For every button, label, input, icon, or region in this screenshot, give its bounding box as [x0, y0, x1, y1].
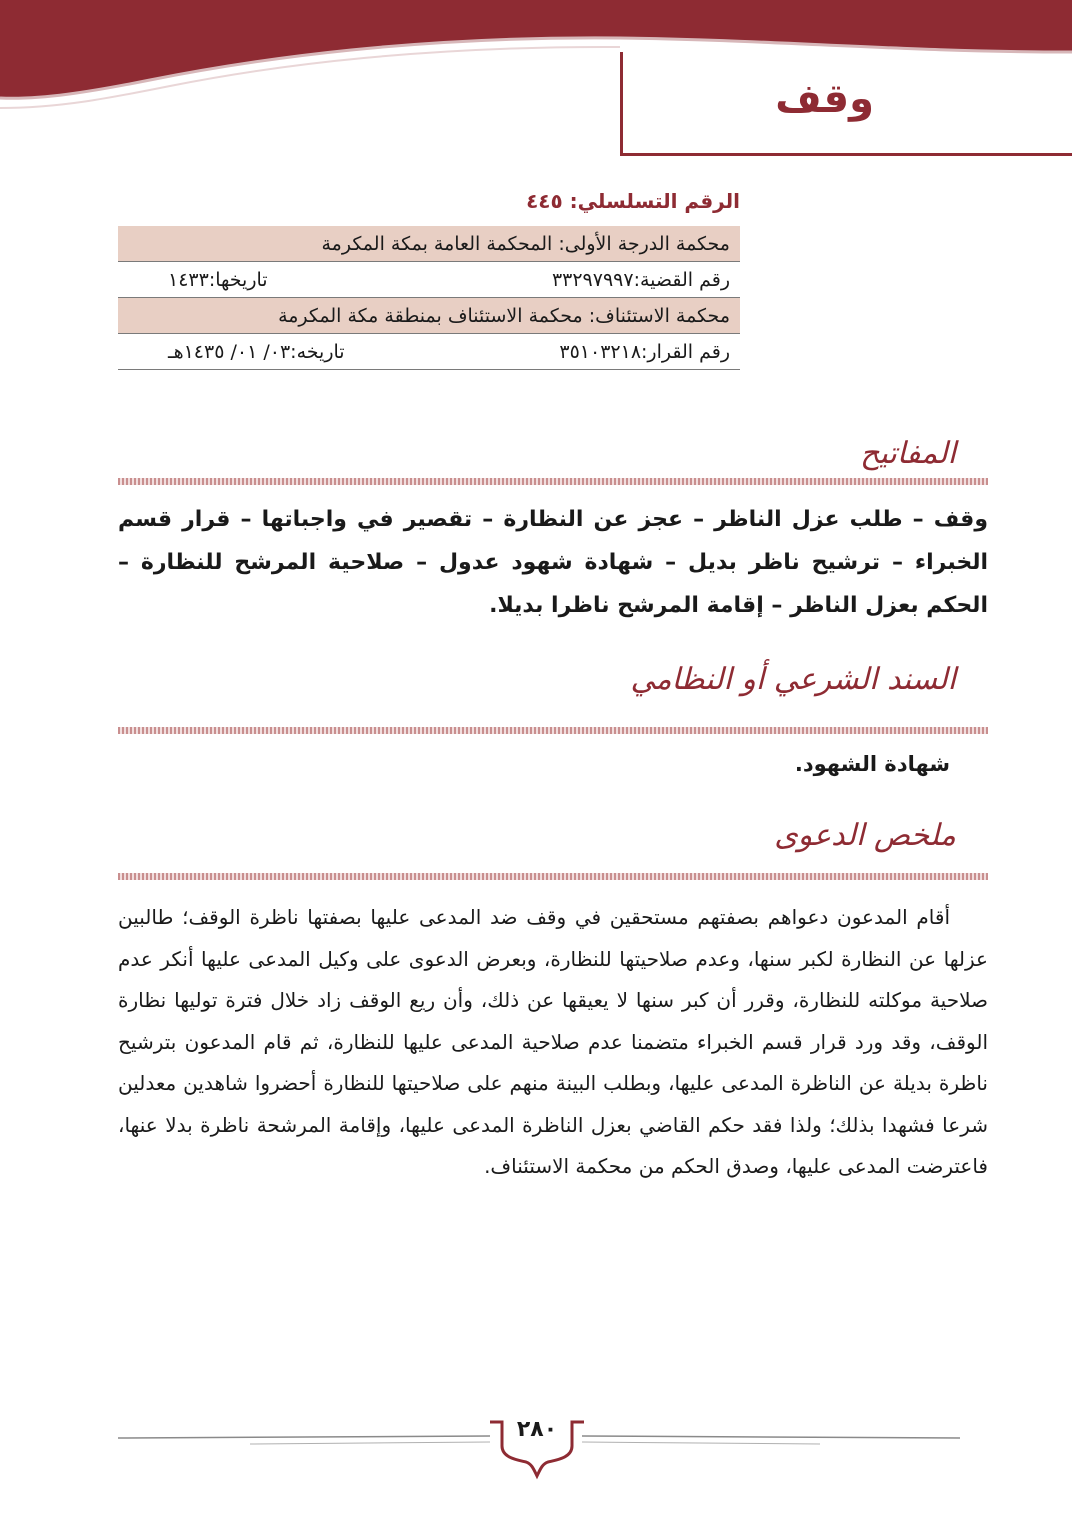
keywords-text: وقف – طلب عزل الناظر – عجز عن النظارة – تقصير في واجباتها – قرار قسم الخبراء – ترشيح ناظر بديل – شهادة شهود عدول – صلاحية المرشح للنظارة – الحكم بعزل الناظر – إقامة المرشح ناظرا بديلا. — [118, 507, 988, 618]
section-divider — [118, 727, 988, 734]
case-number: رقم القضية:٣٣٢٩٧٩٩٧ — [551, 268, 730, 291]
case-date: تاريخها:١٤٣٣ — [168, 268, 268, 291]
page-number: ٢٨٠ — [516, 1417, 558, 1442]
appeal-court-row — [118, 298, 740, 334]
decision-number-row — [118, 334, 740, 370]
case-info-table — [118, 226, 740, 370]
serial-number: الرقم التسلسلي: ٤٤٥ — [526, 189, 740, 213]
summary-text: أقام المدعون دعواهم بصفتهم مستحقين في وقف ضد المدعى عليها بصفتها ناظرة الوقف؛ طالبين عزلها عن النظارة لكبر سنها، وعدم صلاحيتها للنظارة، وبعرض الدعوى على وكيل المدعى عليها أنكر عدم صلاحية موكلته للنظارة، وقرر أن كبر سنها لا يعيقها عن ذلك، وأن ريع الوقف زاد خلال فترة توليها نظارة الوقف، وقد ورد قرار قسم الخبراء متضمنا عدم صلاحية المدعى عليها للنظارة، ثم قام المدعون بترشيح ناظرة بديلة عن الناظرة المدعى عليها، وبطلب البينة منهم على صلاحيتها للنظارة أحضروا شاهدين معدلين شرعا فشهدا بذلك؛ ولذا فقد حكم القاضي بعزل الناظرة المدعى عليها، وإقامة المرشحة ناظرة بدلا عنها، فاعترضت المدعى عليها، وصدق الحكم من محكمة الاستئناف. — [118, 905, 988, 1178]
page-title: وقف — [775, 76, 874, 122]
legal-basis-text: شهادة الشهود. — [794, 752, 950, 776]
legal-basis-heading: السند الشرعي أو النظامي — [630, 662, 956, 697]
decision-date: تاريخه:٠٣/ ٠١/ ١٤٣٥هـ — [168, 340, 345, 363]
first-court: محكمة الدرجة الأولى: المحكمة العامة بمكة المكرمة — [118, 226, 740, 262]
first-court-row — [118, 226, 740, 262]
decision-number: رقم القرار:٣٥١٠٣٢١٨ — [559, 340, 730, 363]
summary-heading: ملخص الدعوى — [774, 818, 956, 853]
case-number-row — [118, 262, 740, 298]
section-divider — [118, 478, 988, 485]
keywords-heading: المفاتيح — [860, 436, 956, 471]
section-divider — [118, 873, 988, 880]
appeal-court: محكمة الاستئناف: محكمة الاستئناف بمنطقة مكة المكرمة — [118, 298, 740, 334]
